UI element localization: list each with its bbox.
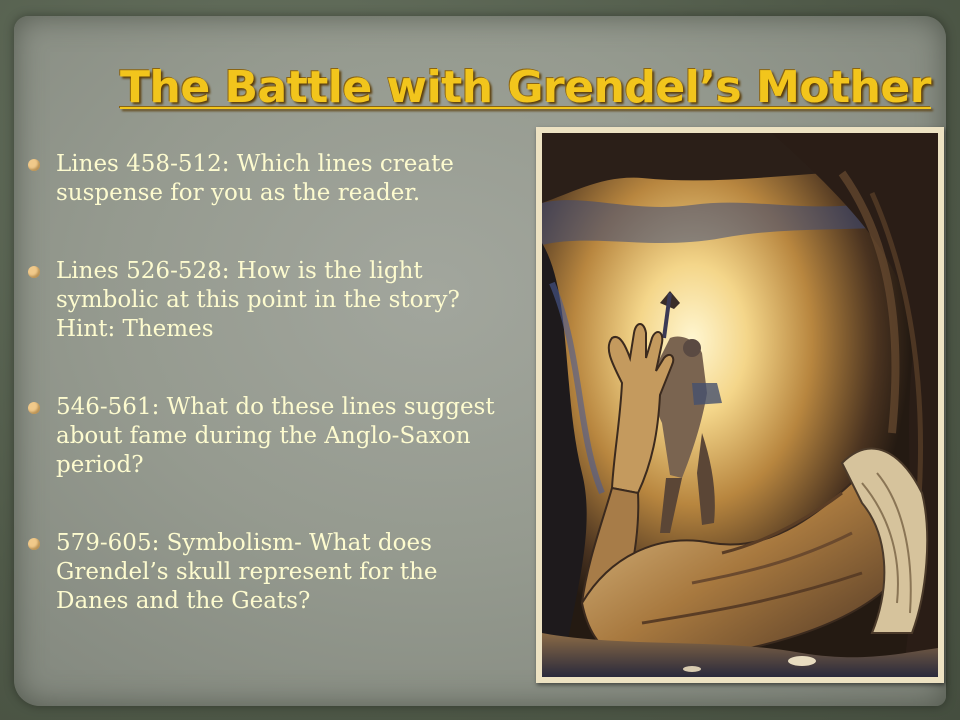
bullet-text-1: Lines 458-512: Which lines create suspense for you as the reader. — [56, 151, 454, 206]
bullet-list — [26, 150, 516, 665]
bullet-item-2 — [26, 257, 516, 344]
bullet-text-2: Lines 526-528: How is the light symbolic at this point in the story? Hint: Themes — [56, 258, 460, 342]
bullet-dot-icon — [28, 159, 40, 171]
slide-title: The Battle with Grendel’s Mother — [120, 62, 931, 113]
illustration-frame — [536, 127, 944, 683]
bullet-dot-icon — [28, 402, 40, 414]
bullet-text-3: 546-561: What do these lines suggest about fame during the Anglo-Saxon period? — [56, 394, 495, 478]
bullet-item-3 — [26, 393, 516, 480]
battle-illustration — [542, 133, 938, 677]
bullet-item-1 — [26, 150, 516, 208]
bullet-text-4: 579-605: Symbolism- What does Grendel’s skull represent for the Danes and the Geats? — [56, 530, 438, 614]
bullet-dot-icon — [28, 266, 40, 278]
bullet-item-4 — [26, 529, 516, 616]
bullet-dot-icon — [28, 538, 40, 550]
